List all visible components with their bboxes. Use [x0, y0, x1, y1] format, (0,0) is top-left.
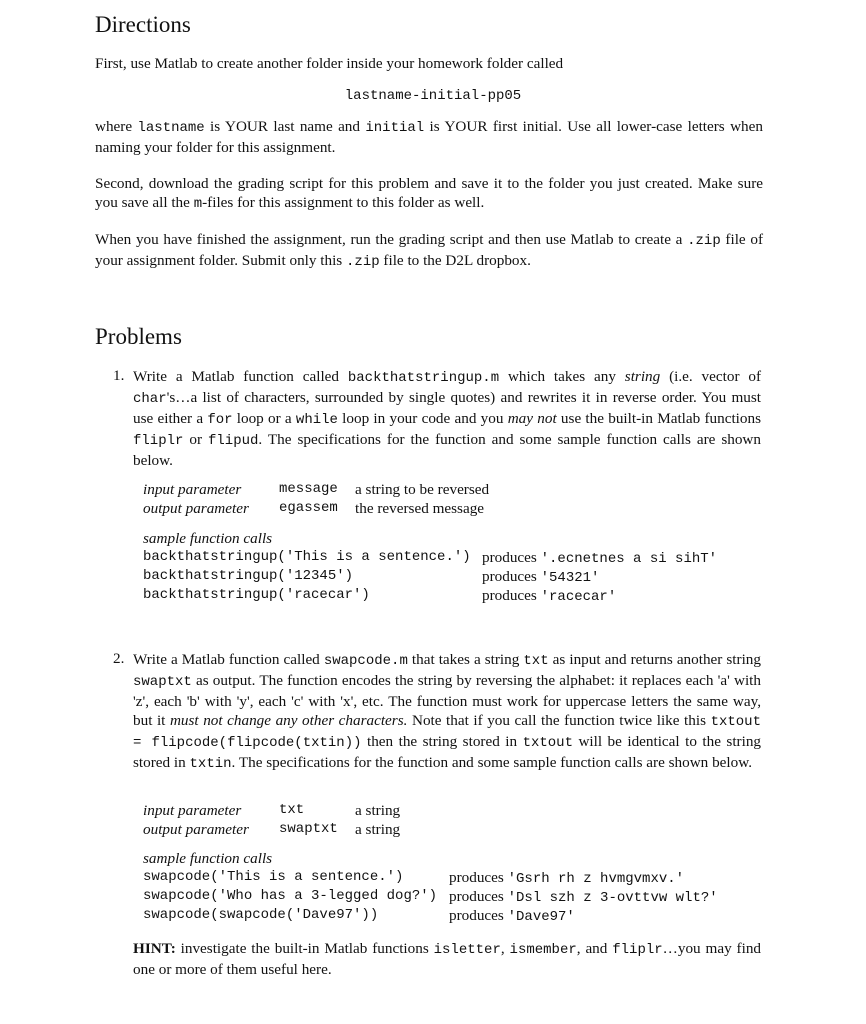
problem-2-sample-label: sample function calls: [143, 850, 273, 867]
directions-heading: Directions: [95, 12, 191, 37]
problem-2-text: Write a Matlab function called swapcode.m that takes a string txt as input and returns another string swaptxt as output. The function encodes the string by reversing the alphabet: it replaces each 'a' with 'z', each 'b' with 'y', each 'c' with 'x', etc. The function must work for uppercase letters the same way, but it must not change any other characters. Note that if you call the function twice like this txtout = flipcode(flipcode(txtin)) then the string stored in txtout will be identical to the string stored in txtin. The specifications for the function and some sample function calls are shown below.: [133, 651, 762, 772]
directions-paragraph-4: When you have finished the assignment, run the grading script and then use Matlab to create a .zip file of your assignment folder. Submit only this .zip file to the D2L dropbox.: [95, 231, 764, 270]
problem-1-number: 1.: [113, 367, 125, 384]
problem-2-hint: HINT: investigate the built-in Matlab functions isletter, ismember, and fliplr…you may find one or more of them useful here.: [133, 940, 762, 978]
problem-1-text: Write a Matlab function called backthatstringup.m which takes any string (i.e. vector of char's…a list of characters, surrounded by single quotes) and rewrites it in reverse order. You must use either a for loop or a while loop in your code and you may not use the built-in Matlab functions fliplr or flipud. The specifications for the function and some sample function calls are shown below.: [133, 368, 762, 469]
directions-paragraph-2: where lastname is YOUR last name and initial is YOUR first initial. Use all lower-case letters when naming your folder for this assignment.: [95, 118, 763, 156]
directions-paragraph-1: First, use Matlab to create another folder inside your homework folder called: [95, 55, 564, 72]
directions-paragraph-3: Second, download the grading script for this problem and save it to the folder you just created. Make sure you save all the m-files for this assignment to this folder as well.: [95, 175, 763, 212]
document-page: Directions First, use Matlab to create another folder inside your homework folder called lastname-initial-pp05 where lastname is YOUR last name and initial is YOUR first initial. Use all lower-case letters when naming your folder for this assignment. Second, download the grading script for this problem and save it to the folder you just created. Make sure you save all the m-files for this assignment to this folder as well. When you have finished the assignment, run the grading script and then use Matlab to create a .zip file of your assignment folder. Submit only this .zip file to the D2L dropbox. Problems 1. Write a Matlab function called backthatstringup.m which takes any string (i.e. vector of char's…a list of characters, surrounded by single quotes) and rewrites it in reverse order. You must use either a for loop or a while loop in your code and you may not use the built-in Matlab functions fliplr or flipud. The specifications for the function and some sample function calls are shown below. input parameter message a string to be reversed output parameter egassem the reversed message sample function calls backthatstringup('This is a sentence.') produces '.ecnetnes a si sihT' backthatstringup('12345') produces '54321' backthatstringup('racecar') produces 'racecar' 2. Write a Matlab function called swapcode.m that takes a string txt as input and returns another string swaptxt as output. The function encodes the string by reversing the alphabet: it replaces each 'a' with 'z', each 'b' with 'y', each 'c' with 'x', etc. The function must work for uppercase letters the same way, but it must not change any other characters. Note that if you call the function twice like this txtout = flipcode(flipcode(txtin)) then the string stored in txtout will be identical to the string stored in txtin. The specifications for the function and some sample function calls are shown below. input parameter txt a string output parameter swaptxt a string sample function calls swapcode('This is a sentence.') produces 'Gsrh rh z hvmgvmxv.' swapcode('Who has a 3-legged dog?') produces 'Dsl szh z 3-ovttvw wlt?' swapcode(swapcode('Dave97')) produces 'Dave97' HINT: investigate the built-in Matlab functions isletter, ismember, and fliplr…you may find one or more of them useful here.: [0, 0, 866, 1024]
problem-2-number: 2.: [113, 650, 125, 667]
problems-heading: Problems: [95, 324, 182, 349]
folder-name: lastname-initial-pp05: [344, 88, 522, 104]
problem-1-sample-label: sample function calls: [143, 530, 273, 547]
